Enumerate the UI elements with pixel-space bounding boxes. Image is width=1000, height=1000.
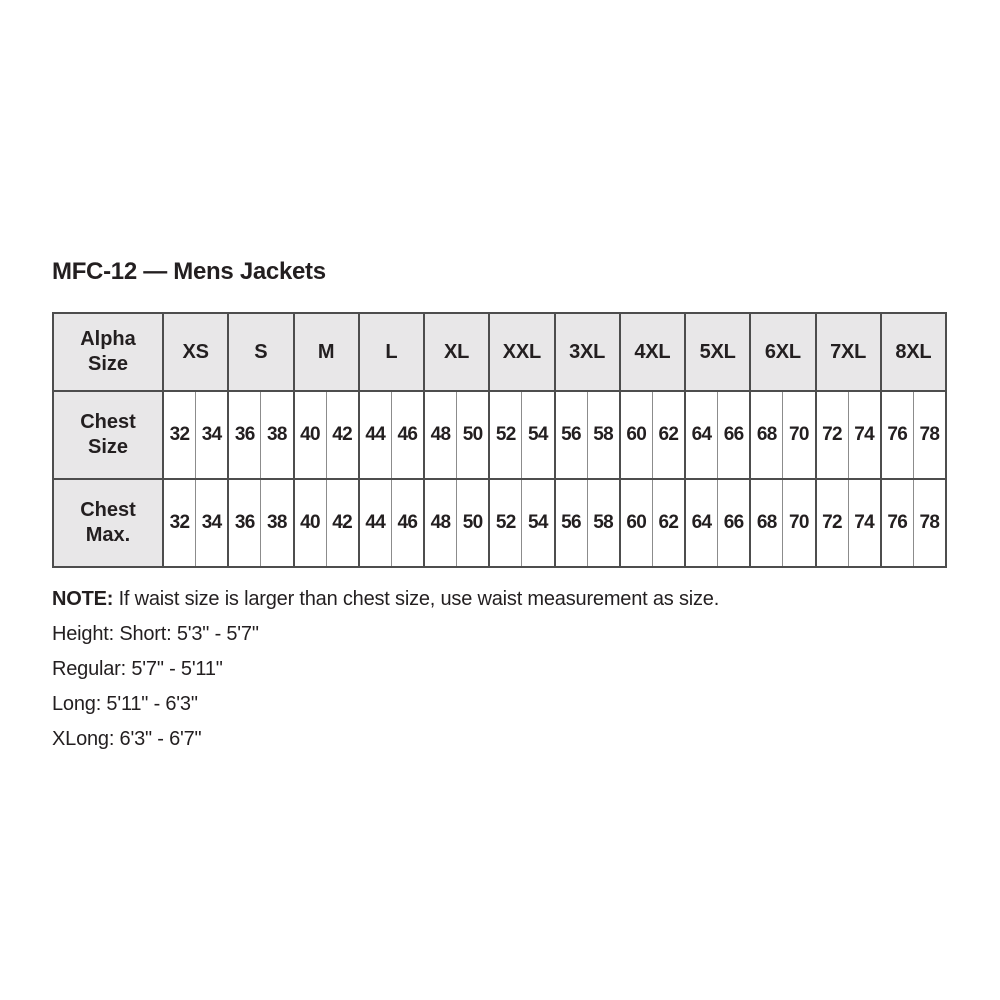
alpha-size-header: S (228, 313, 293, 391)
chest-max-cell: 46 (391, 479, 424, 567)
chest-size-cell: 58 (587, 391, 620, 479)
chest-max-cell: 74 (848, 479, 881, 567)
chest-max-cell: 32 (163, 479, 196, 567)
chest-size-cell: 72 (816, 391, 849, 479)
chest-max-cell: 54 (522, 479, 555, 567)
alpha-size-header: XXL (489, 313, 554, 391)
chest-max-cell: 70 (783, 479, 816, 567)
size-chart-table (52, 312, 947, 568)
chest-max-cell: 78 (913, 479, 946, 567)
alpha-size-header: 8XL (881, 313, 946, 391)
chest-size-cell: 34 (196, 391, 229, 479)
chest-size-cell: 54 (522, 391, 555, 479)
chest-max-cell: 52 (489, 479, 522, 567)
chest-size-cell: 62 (652, 391, 685, 479)
chest-max-cell: 40 (294, 479, 327, 567)
page-title: MFC-12 — Mens Jackets (52, 258, 326, 285)
height-xlong-line: XLong: 6'3" - 6'7" (52, 728, 202, 750)
chest-size-cell: 48 (424, 391, 457, 479)
alpha-size-header: L (359, 313, 424, 391)
note-text: If waist size is larger than chest size, use waist measurement as size. (113, 588, 720, 610)
chest-max-cell: 48 (424, 479, 457, 567)
chest-size-cell: 32 (163, 391, 196, 479)
chest-max-cell: 64 (685, 479, 718, 567)
waist-note-line (52, 588, 948, 611)
height-long-line: Long: 5'11" - 6'3" (52, 693, 198, 715)
chest-size-cell: 42 (326, 391, 359, 479)
chest-size-cell: 60 (620, 391, 653, 479)
chest-size-label: Chest Size (53, 391, 163, 479)
chest-max-cell: 68 (750, 479, 783, 567)
chest-size-cell: 46 (391, 391, 424, 479)
alpha-size-header: 7XL (816, 313, 881, 391)
note-label: NOTE: (52, 588, 114, 610)
chest-size-cell: 70 (783, 391, 816, 479)
chest-size-cell: 68 (750, 391, 783, 479)
chest-size-cell: 56 (555, 391, 588, 479)
alpha-size-header: 6XL (750, 313, 815, 391)
alpha-size-header: XS (163, 313, 228, 391)
chest-max-cell: 42 (326, 479, 359, 567)
chest-max-cell: 66 (718, 479, 751, 567)
chest-max-cell: 60 (620, 479, 653, 567)
alpha-size-row (53, 313, 946, 391)
chest-max-cell: 62 (652, 479, 685, 567)
height-regular-line: Regular: 5'7" - 5'11" (52, 658, 223, 680)
chest-max-label: Chest Max. (53, 479, 163, 567)
chest-max-cell: 36 (228, 479, 261, 567)
size-chart-document (52, 258, 948, 763)
alpha-size-header: 5XL (685, 313, 750, 391)
chest-size-cell: 66 (718, 391, 751, 479)
chest-size-cell: 52 (489, 391, 522, 479)
chest-size-cell: 40 (294, 391, 327, 479)
alpha-size-header: XL (424, 313, 489, 391)
chest-max-cell: 72 (816, 479, 849, 567)
chest-size-cell: 64 (685, 391, 718, 479)
chest-size-cell: 76 (881, 391, 914, 479)
chest-size-cell: 44 (359, 391, 392, 479)
height-short-line: Height: Short: 5'3" - 5'7" (52, 623, 259, 645)
chest-size-cell: 78 (913, 391, 946, 479)
chest-max-cell: 58 (587, 479, 620, 567)
chest-max-cell: 38 (261, 479, 294, 567)
chest-size-cell: 36 (228, 391, 261, 479)
chest-size-cell: 38 (261, 391, 294, 479)
chest-size-cell: 50 (457, 391, 490, 479)
chest-max-cell: 56 (555, 479, 588, 567)
chest-max-cell: 50 (457, 479, 490, 567)
chest-max-cell: 34 (196, 479, 229, 567)
chest-size-row (53, 391, 946, 479)
alpha-size-header: 3XL (555, 313, 620, 391)
alpha-size-header: 4XL (620, 313, 685, 391)
chest-size-cell: 74 (848, 391, 881, 479)
alpha-size-label: Alpha Size (53, 313, 163, 391)
chest-max-cell: 76 (881, 479, 914, 567)
notes-block (52, 588, 948, 751)
chest-max-row (53, 479, 946, 567)
chest-max-cell: 44 (359, 479, 392, 567)
alpha-size-header: M (294, 313, 359, 391)
